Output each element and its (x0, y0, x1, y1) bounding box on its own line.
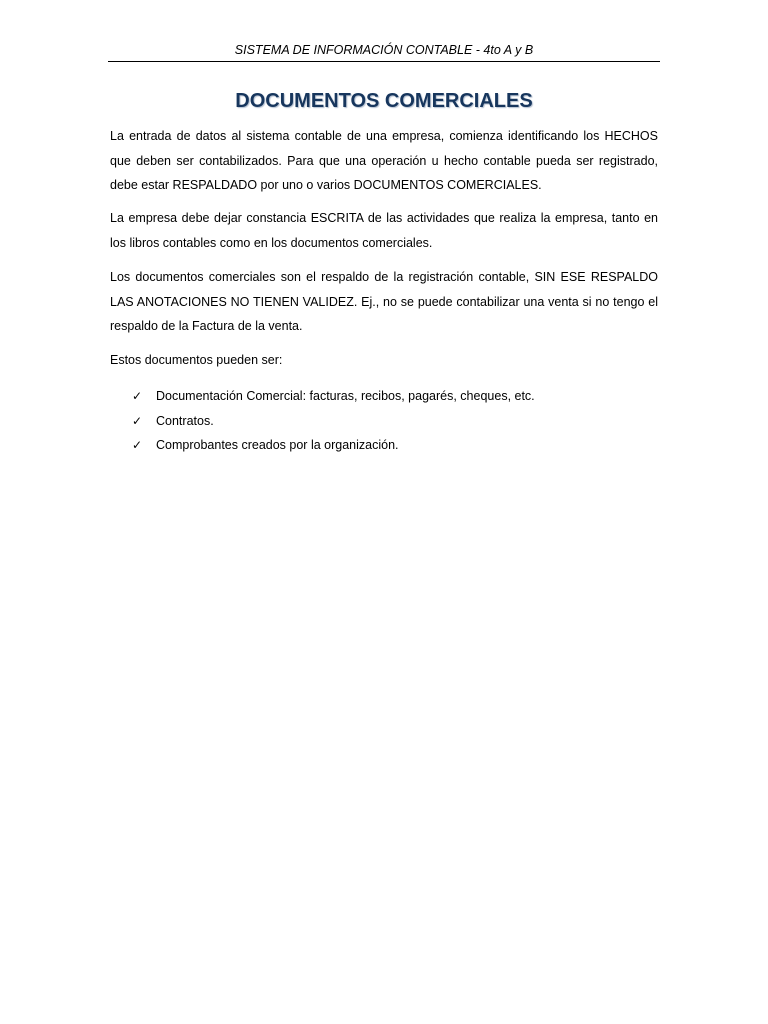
header-divider (108, 61, 660, 62)
list-item (110, 433, 658, 458)
document-title: DOCUMENTOS COMERCIALES (235, 90, 533, 112)
list-item-text: Comprobantes creados por la organización. (156, 438, 399, 452)
check-icon: ✓ (132, 413, 143, 428)
running-header: SISTEMA DE INFORMACIÓN CONTABLE - 4to A y B (234, 43, 534, 57)
paragraph-list-intro: Estos documentos pueden ser: (110, 353, 283, 367)
paragraph-intro: La entrada de datos al sistema contable de una empresa, comienza identificando los HECHOS que deben ser contabilizados. Para que una operación u hecho contable pueda ser registrado, debe estar RESPALDADO por uno o varios DOCUMENTOS COMERCIALES. (110, 129, 658, 192)
list-item (110, 384, 658, 409)
list-item (110, 409, 658, 434)
list-item-text: Contratos. (156, 413, 214, 428)
check-icon: ✓ (132, 389, 143, 403)
paragraph-written-record: La empresa debe dejar constancia ESCRITA de las actividades que realiza la empresa, tanto en los libros contables como en los documentos comerciales. (110, 211, 658, 250)
paragraph-backing: Los documentos comerciales son el respaldo de la registración contable, SIN ESE RESPALDO LAS ANOTACIONES NO TIENEN VALIDEZ. Ej., no se puede contabilizar una venta si no tengo el respaldo de la Factura de la venta. (110, 270, 658, 333)
check-icon: ✓ (132, 438, 143, 452)
list-item-text: Documentación Comercial: facturas, recibos, pagarés, cheques, etc. (156, 389, 535, 403)
document-types-list (110, 384, 658, 458)
